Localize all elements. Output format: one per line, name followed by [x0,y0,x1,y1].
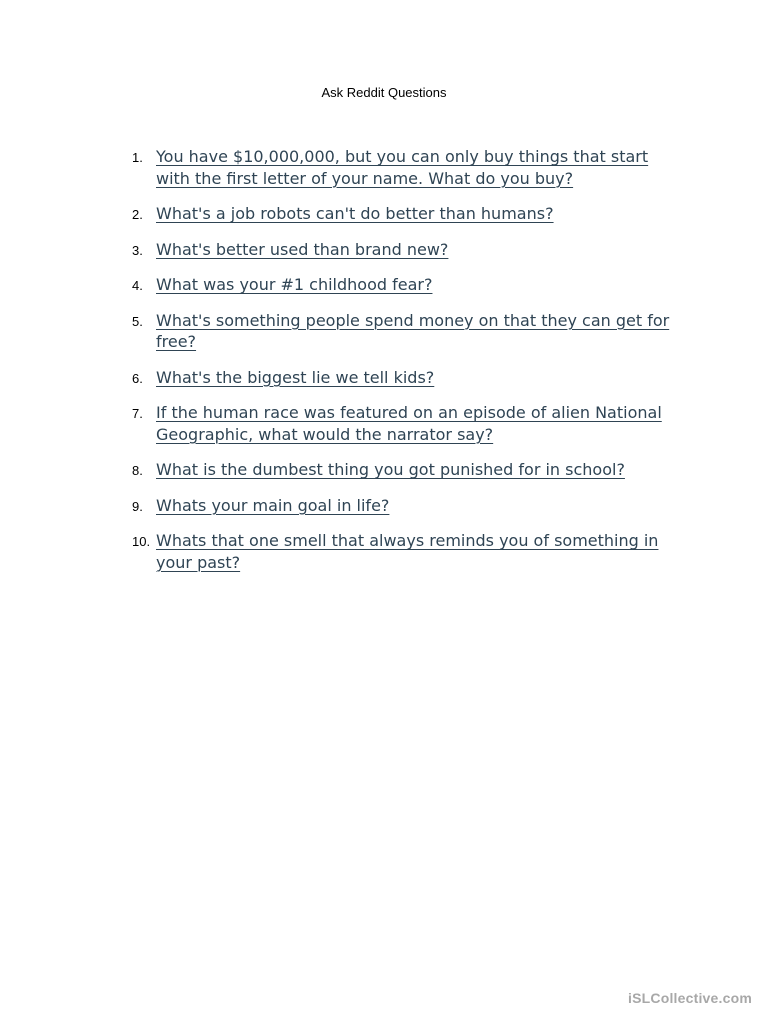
question-link[interactable]: What was your #1 childhood fear? [156,275,433,294]
question-number: 2. [132,207,143,222]
question-number: 7. [132,406,143,421]
question-link[interactable]: What's a job robots can't do better than humans? [156,204,554,223]
list-item [132,203,672,225]
question-number: 1. [132,150,143,165]
question-number: 9. [132,498,143,514]
question-number: 8. [132,463,143,478]
question-link[interactable]: What is the dumbest thing you got punished for in school? [156,460,625,479]
page-title: Ask Reddit Questions [321,85,447,100]
question-link[interactable]: What's the biggest lie we tell kids? [156,367,435,387]
question-link[interactable]: Whats that one smell that always reminds you of something in your past? [156,531,659,572]
watermark-logo: iSLCollective.com [628,990,752,1006]
question-link[interactable]: If the human race was featured on an episode of alien National Geographic, what would the narrator say? [156,403,662,444]
question-link[interactable]: What's better used than brand new? [156,239,449,259]
list-item [132,402,672,445]
question-number: 4. [132,278,143,293]
question-number: 3. [132,242,143,258]
list-item [132,239,672,261]
question-link[interactable]: What's something people spend money on that they can get for free? [156,310,670,351]
question-list [132,146,672,587]
list-item [132,530,672,573]
question-number: 6. [132,370,143,386]
list-item [132,274,672,296]
question-number: 10. [132,534,151,549]
list-item [132,310,672,353]
list-item [132,146,672,189]
question-link[interactable]: Whats your main goal in life? [156,495,390,515]
question-number: 5. [132,313,143,329]
list-item [132,459,672,481]
question-link[interactable]: You have $10,000,000, but you can only buy things that start with the first letter of your name. What do you buy? [156,147,649,188]
list-item [132,495,672,517]
list-item [132,367,672,389]
